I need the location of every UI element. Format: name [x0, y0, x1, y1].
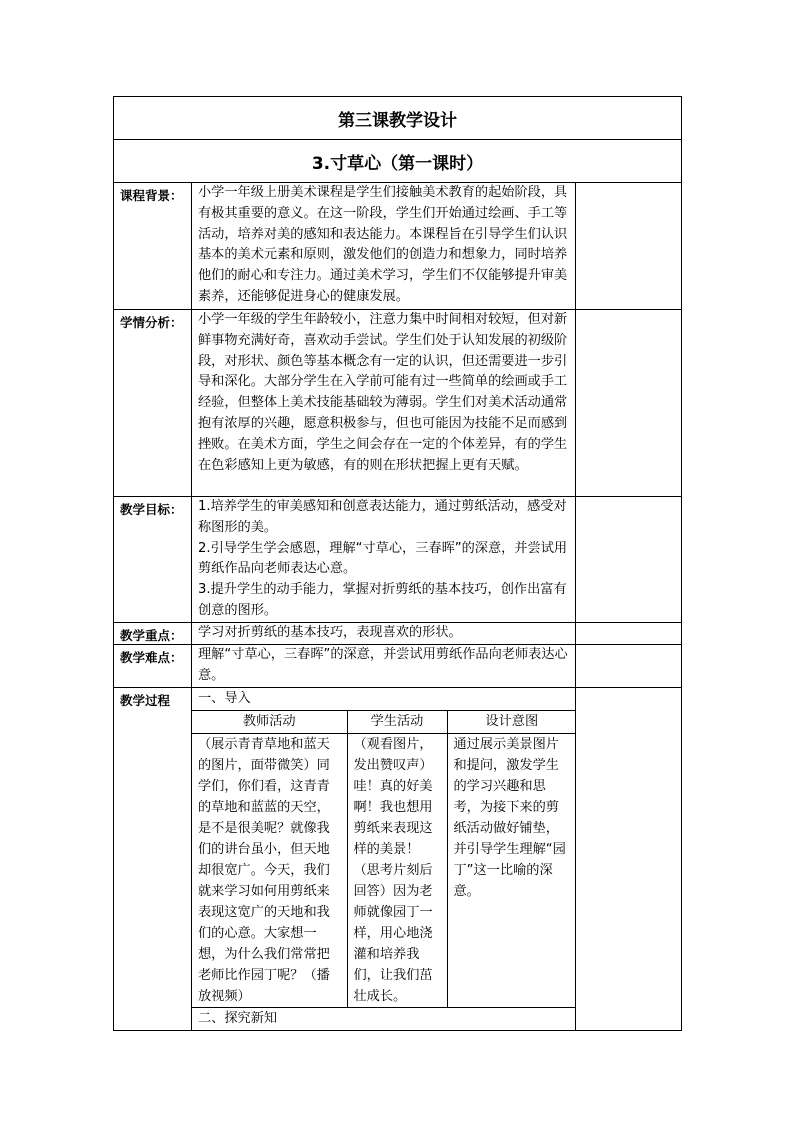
goal-item: 3.提升学生的动手能力，掌握对折剪纸的基本技巧，创作出富有创意的图形。	[198, 582, 567, 618]
design-intent: 通过展示美景图片和提问，激发学生的学习兴趣和思考，为接下来的剪纸活动做好铺垫，并引导学生理解“园丁”这一比喻的深意。	[447, 733, 576, 1007]
header-teacher: 教师活动	[192, 710, 347, 733]
difficulty-note-cell	[576, 644, 682, 687]
goal-item: 2.引导学生学会感恩，理解“寸草心，三春晖”的深意，并尝试用剪纸作品向老师表达心意。	[198, 540, 568, 577]
analysis-label: 学情分析：	[114, 310, 192, 497]
analysis-note-cell	[576, 310, 682, 497]
goals-note-cell	[576, 497, 682, 623]
key-point-note-cell	[576, 622, 682, 644]
row-key-point	[114, 622, 682, 644]
lesson-subtitle: 3.寸草心（第一课时）	[114, 140, 682, 183]
process-label: 教学过程	[114, 687, 192, 1030]
goals-list	[192, 497, 576, 623]
document-title: 第三课教学设计	[114, 97, 682, 140]
analysis-text: 小学一年级的学生年龄较小，注意力集中时间相对较短，但对新鲜事物充满好奇，喜欢动手尝试。学生们处于认知发展的初级阶段，对形状、颜色等基本概念有一定的认识，但还需要进一步引导和深化。大部分学生在入学前可能有过一些简单的绘画或手工经验，但整体上美术技能基础较为薄弱。学生们对美术活动通常抱有浓厚的兴趣，愿意积极参与，但也可能因为技能不足而感到挫败。在美术方面，学生之间会存在一定的个体差异，有的学生在色彩感知上更为敏感，有的则在形状把握上更有天赋。	[192, 310, 576, 497]
difficulty-text: 理解“寸草心，三春晖”的深意，并尝试用剪纸作品向老师表达心意。	[192, 644, 576, 687]
header-student: 学生活动	[347, 710, 447, 733]
process-content	[192, 687, 576, 1030]
row-difficulty	[114, 644, 682, 687]
background-text: 小学一年级上册美术课程是学生们接触美术教育的起始阶段，具有极其重要的意义。在这一阶段，学生们开始通过绘画、手工等活动，培养对美的感知和表达能力。本课程旨在引导学生们认识基本的美术元素和原则，激发他们的创造力和想象力，同时培养他们的耐心和专注力。通过美术学习，学生们不仅能够提升审美素养，还能够促进身心的健康发展。	[192, 183, 576, 310]
row-analysis	[114, 310, 682, 497]
section-intro: 一、导入	[192, 688, 576, 711]
header-intent: 设计意图	[447, 710, 576, 733]
row-goals	[114, 497, 682, 623]
background-label: 课程背景：	[114, 183, 192, 310]
student-activity: （观看图片，发出赞叹声）哇！真的好美啊！我也想用剪纸来表现这样的美景！（思考片刻后回答）因为老师就像园丁一样，用心地浇灌和培养我们，让我们茁壮成长。	[347, 733, 447, 1007]
key-point-label: 教学重点：	[114, 622, 192, 644]
goals-label: 教学目标：	[114, 497, 192, 623]
key-point-text: 学习对折剪纸的基本技巧，表现喜欢的形状。	[192, 622, 576, 644]
process-activity-table	[192, 688, 576, 1030]
section-explore: 二、探究新知	[192, 1007, 576, 1030]
row-process	[114, 687, 682, 1030]
difficulty-label: 教学难点：	[114, 644, 192, 687]
process-note-cell	[576, 687, 682, 1030]
teacher-activity: （展示青青草地和蓝天的图片，面带微笑）同学们，你们看，这青青的草地和蓝蓝的天空，是不是很美呢？就像我们的讲台虽小，但天地却很宽广。今天，我们就来学习如何用剪纸来表现这宽广的天地和我们的心意。大家想一想，为什么我们常常把老师比作园丁呢？（播放视频）	[192, 733, 347, 1007]
background-note-cell	[576, 183, 682, 310]
goal-item: 1.培养学生的审美感知和创意表达能力，通过剪纸活动，感受对称图形的美。	[198, 499, 567, 535]
row-background	[114, 183, 682, 310]
lesson-plan-page	[113, 96, 681, 1031]
lesson-plan-table	[113, 96, 682, 1031]
